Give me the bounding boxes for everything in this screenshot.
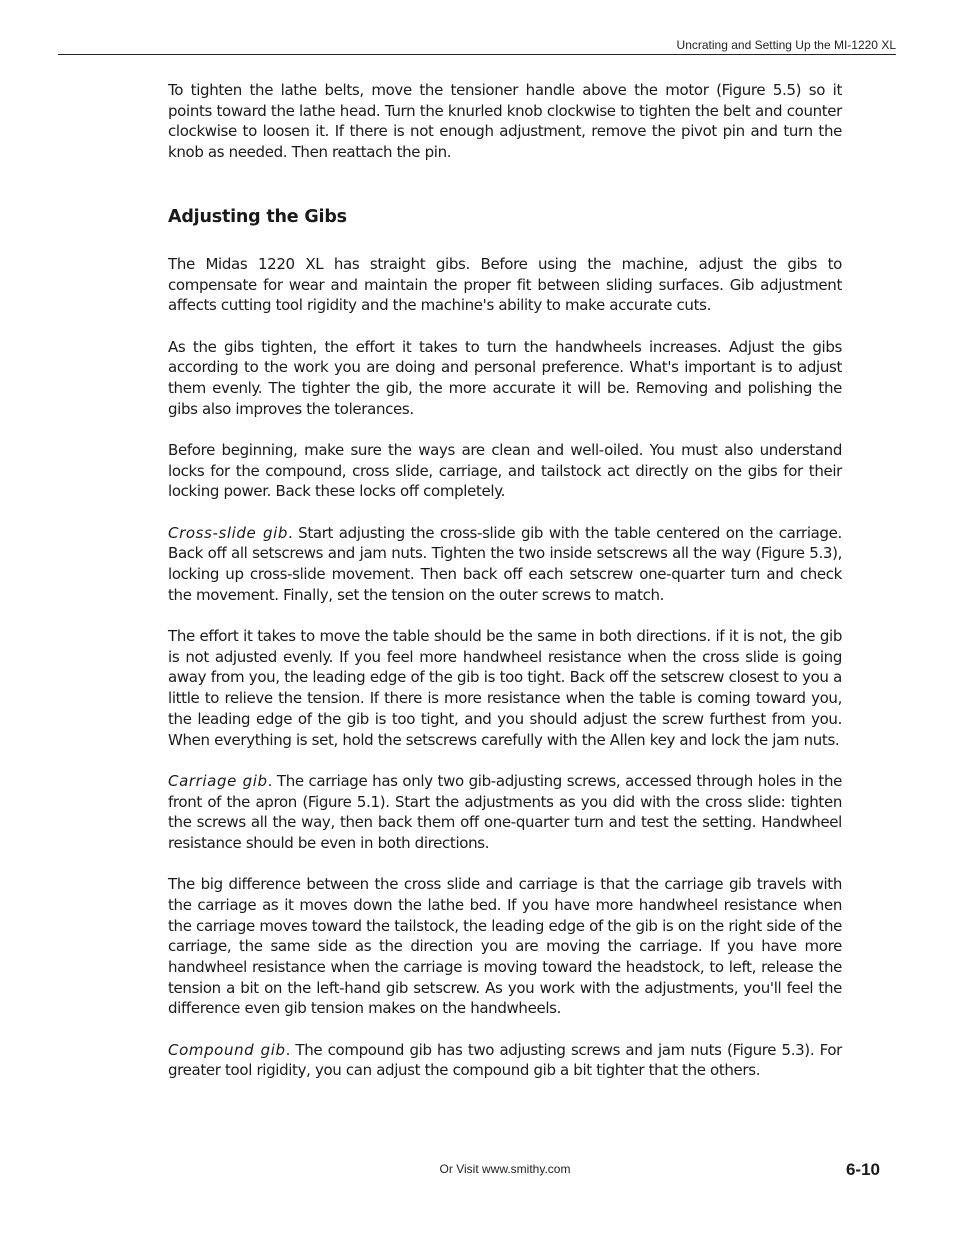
- term-compound-gib: Compound gib: [168, 1040, 286, 1059]
- paragraph-gibs-tighten: As the gibs tighten, the effort it takes to turn the handwheels increases. Adjust the gibs according to the work you are doing and personal preference. What's important is to adjust them evenly. The tighter the gib, the more accurate it will be. Removing and polishing the gibs also improves the tolerances.: [168, 337, 842, 418]
- paragraph-difference: The big difference between the cross slide and carriage is that the carriage gib travels with the carriage as it moves down the lathe bed. If you have more handwheel resistance when the carriage moves toward the tailstock, the leading edge of the gib is on the right side of the carriage, the same side as the direction you are moving the carriage. If you have more handwheel resistance when the carriage is moving toward the headstock, to left, release the tension a bit on the left-hand gib setscrew. As you work with the adjustments, you'll feel the difference even gib tension makes on the handwheels.: [168, 875, 842, 1018]
- term-carriage-gib: Carriage gib: [168, 771, 268, 790]
- footer-visit-text: Or Visit www.smithy.com: [439, 1162, 571, 1176]
- paragraph-cross-slide: [168, 523, 842, 606]
- cross-slide-text: . Start adjusting the cross-slide gib with the table centered on the carriage. Back off all setscrews and jam nuts. Tighten the two inside setscrews all the way (Figure 5.3), locking up cross-slide movement. Then back off each setscrew one-quarter turn and check the movement. Finally, set the tension on the outer screws to match.: [168, 523, 842, 604]
- header-rule: [58, 54, 896, 55]
- compound-text: . The compound gib has two adjusting screws and jam nuts (Figure 5.3). For greater tool rigidity, you can adjust the compound gib a bit tighter that the others.: [168, 1040, 842, 1080]
- paragraph-gibs-intro: The Midas 1220 XL has straight gibs. Before using the machine, adjust the gibs to compensate for wear and maintain the proper fit between sliding surfaces. Gib adjustment affects cutting tool rigidity and the machine's ability to make accurate cuts.: [168, 254, 842, 315]
- paragraph-carriage: [168, 771, 842, 854]
- section-heading-gibs: Adjusting the Gibs: [168, 206, 347, 227]
- carriage-text: . The carriage has only two gib-adjusting screws, accessed through holes in the front of the apron (Figure 5.1). Start the adjustments as you did with the cross slide: tighten the screws all the way, then back them off one-quarter turn and test the setting. Handwheel resistance should be even in both directions.: [168, 771, 842, 852]
- page-number: 6-10: [845, 1160, 880, 1179]
- paragraph-effort: The effort it takes to move the table should be the same in both directions. if it is not, the gib is not adjusted evenly. If you feel more handwheel resistance when the cross slide is going away from you, the leading edge of the gib is too tight. Back off the setscrew closest to you a little to relieve the tension. If there is more resistance when the table is coming toward you, the leading edge of the gib is too tight, and you should adjust the screw furthest from you. When everything is set, hold the setscrews carefully with the Allen key and lock the jam nuts.: [168, 627, 842, 749]
- paragraph-belts: To tighten the lathe belts, move the tensioner handle above the motor (Figure 5.5) so it points toward the lathe head. Turn the knurled knob clockwise to tighten the belt and counter clockwise to loosen it. If there is not enough adjustment, remove the pivot pin and turn the knob as needed. Then reattach the pin.: [168, 81, 842, 162]
- paragraph-compound: [168, 1040, 842, 1081]
- term-cross-slide-gib: Cross-slide gib: [168, 523, 289, 542]
- paragraph-before-beginning: Before beginning, make sure the ways are clean and well-oiled. You must also understand locks for the compound, cross slide, carriage, and tailstock act directly on the gibs for their locking power. Back these locks off completely.: [168, 440, 842, 501]
- page-content: [168, 80, 842, 1081]
- running-header: Uncrating and Setting Up the MI-1220 XL: [676, 38, 896, 52]
